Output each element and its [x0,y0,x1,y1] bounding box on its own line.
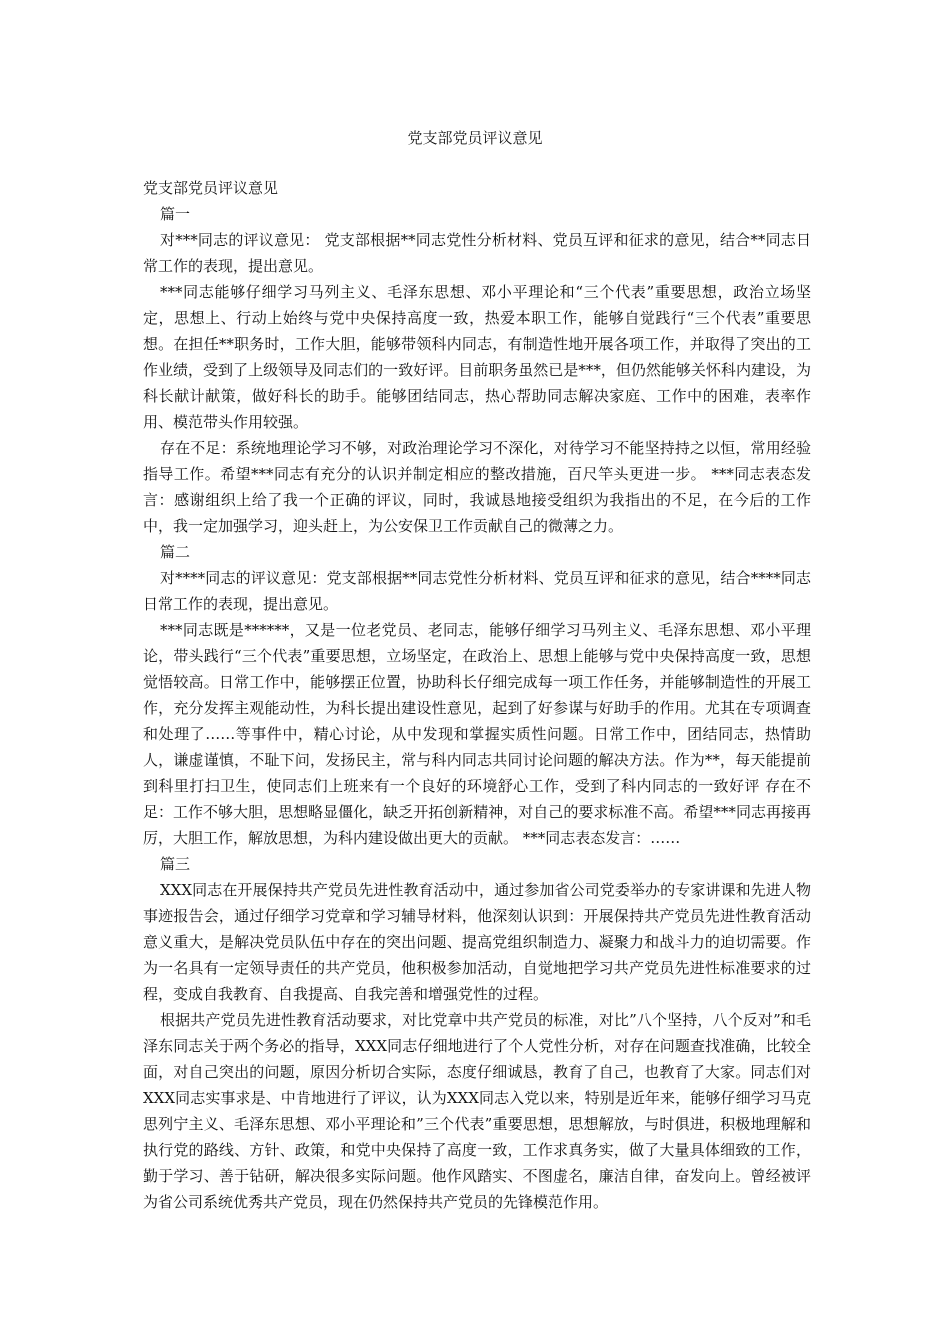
paragraph: 对****同志的评议意见：党支部根据**同志党性分析材料、党员互评和征求的意见，结合****同志日常工作的表现，提出意见。 [143,569,811,613]
paragraph: 对***同志的评议意见： 党支部根据**同志党性分析材料、党员互评和征求的意见，结合**同志日常工作的表现，提出意见。 [143,231,811,275]
page-title: 党支部党员评议意见 [407,129,543,147]
section-label: 篇三 [160,855,191,873]
paragraph: ***同志能够仔细学习马列主义、毛泽东思想、邓小平理论和“三个代表”重要思想，政治立场坚定，思想上、行动上始终与党中央保持高度一致，热爱本职工作，能够自觉践行“三个代表”重要思想。在担任**职务时，工作大胆，能够带领科内同志，有制造性地开展各项工作，并取得了突出的工作业绩，受到了上级领导及同志们的一致好评。目前职务虽然已是***，但仍然能够关怀科内建设，为科长献计献策，做好科长的助手。能够团结同志，热心帮助同志解决家庭、工作中的困难，表率作用、模范带头作用较强。 [143,283,811,431]
paragraph: XXX同志在开展保持共产党员先进性教育活动中，通过参加省公司党委举办的专家讲课和先进人物事迹报告会，通过仔细学习党章和学习辅导材料，他深刻认识到：开展保持共产党员先进性教育活动意义重大，是解决党员队伍中存在的突出问题、提高党组织制造力、凝聚力和战斗力的迫切需要。作为一名具有一定领导责任的共产党员，他积极参加活动，自觉地把学习共产党员先进性标准要求的过程，变成自我教育、自我提高、自我完善和增强党性的过程。 [143,881,811,1003]
section-label: 篇二 [160,543,191,561]
document-heading: 党支部党员评议意见 [143,179,279,197]
section-label: 篇一 [160,205,191,223]
paragraph: ***同志既是******，又是一位老党员、老同志，能够仔细学习马列主义、毛泽东思想、邓小平理论，带头践行“三个代表”重要思想，立场坚定，在政治上、思想上能够与党中央保持高度一致，思想觉悟较高。日常工作中，能够摆正位置，协助科长仔细完成每一项工作任务，并能够制造性的开展工作，充分发挥主观能动性，为科长提出建设性意见，起到了好参谋与好助手的作用。尤其在专项调查和处理了……等事件中，精心讨论，从中发现和掌握实质性问题。日常工作中，团结同志，热情助人，谦虚谨慎，不耻下问，发扬民主，常与科内同志共同讨论问题的解决方法。作为**，每天能提前到科里打扫卫生，使同志们上班来有一个良好的环境舒心工作，受到了科内同志的一致好评 存在不足：工作不够大胆，思想略显僵化，缺乏开拓创新精神，对自己的要求标准不高。希望***同志再接再厉，大胆工作，解放思想，为科内建设做出更大的贡献。 ***同志表态发言：…… [143,621,811,847]
document-body [143,175,811,1215]
paragraph: 根据共产党员先进性教育活动要求，对比党章中共产党员的标准，对比”八个坚持，八个反对”和毛泽东同志关于两个务必的指导，XXX同志仔细地进行了个人党性分析，对存在问题查找准确，比较全面，对自己突出的问题，原因分析切合实际，态度仔细诚恳，教育了自己，也教育了大家。同志们对XXX同志实事求是、中肯地进行了评议，认为XXX同志入党以来，特别是近年来，能够仔细学习马克思列宁主义、毛泽东思想、邓小平理论和”三个代表”重要思想，思想解放，与时俱进，积极地理解和执行党的路线、方针、政策，和党中央保持了高度一致，工作求真务实，做了大量具体细致的工作，勤于学习、善于钻研，解决很多实际问题。他作风踏实、不图虚名，廉洁自律，奋发向上。曾经被评为省公司系统优秀共产党员，现在仍然保持共产党员的先锋模范作用。 [143,1011,811,1211]
paragraph: 存在不足：系统地理论学习不够，对政治理论学习不深化，对待学习不能坚持持之以恒，常用经验指导工作。希望***同志有充分的认识并制定相应的整改措施，百尺竿头更进一步。 ***同志表态发言：感谢组织上给了我一个正确的评议，同时，我诚恳地接受组织为我指出的不足，在今后的工作中，我一定加强学习，迎头赶上，为公安保卫工作贡献自己的微薄之力。 [143,439,811,535]
